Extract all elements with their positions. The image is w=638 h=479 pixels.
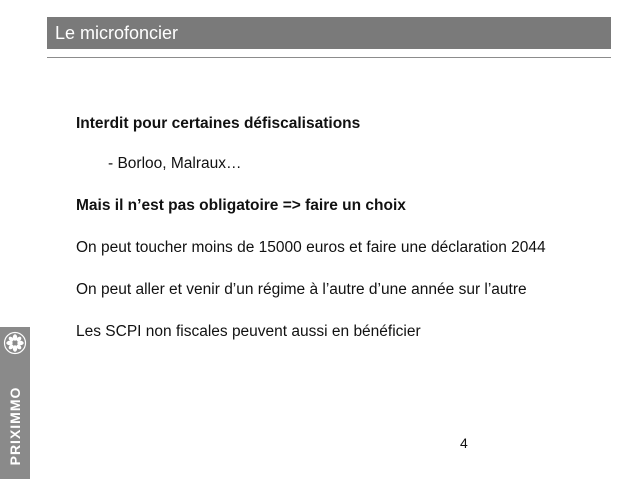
flower-logo-svg — [3, 331, 27, 355]
title-divider — [47, 57, 611, 58]
content-paragraph-3: On peut toucher moins de 15000 euros et faire une déclaration 2044 — [76, 239, 546, 256]
slide-title-bar — [47, 17, 611, 49]
content-paragraph-5: Les SCPI non fiscales peuvent aussi en bénéficier — [76, 323, 421, 340]
content-sub-item: - Borloo, Malraux… — [108, 155, 242, 172]
flower-logo-icon — [3, 331, 27, 355]
slide-number: 4 — [460, 435, 468, 451]
content-paragraph-4: On peut aller et venir d’un régime à l’autre d’une année sur l’autre — [76, 281, 527, 298]
brand-name: PRIXIMMO — [7, 386, 23, 466]
content-paragraph-2: Mais il n’est pas obligatoire => faire un choix — [76, 197, 406, 214]
content-paragraph-1: Interdit pour certaines défiscalisations — [76, 115, 361, 132]
slide-title: Le microfoncier — [55, 23, 179, 43]
slide-content — [76, 113, 566, 363]
